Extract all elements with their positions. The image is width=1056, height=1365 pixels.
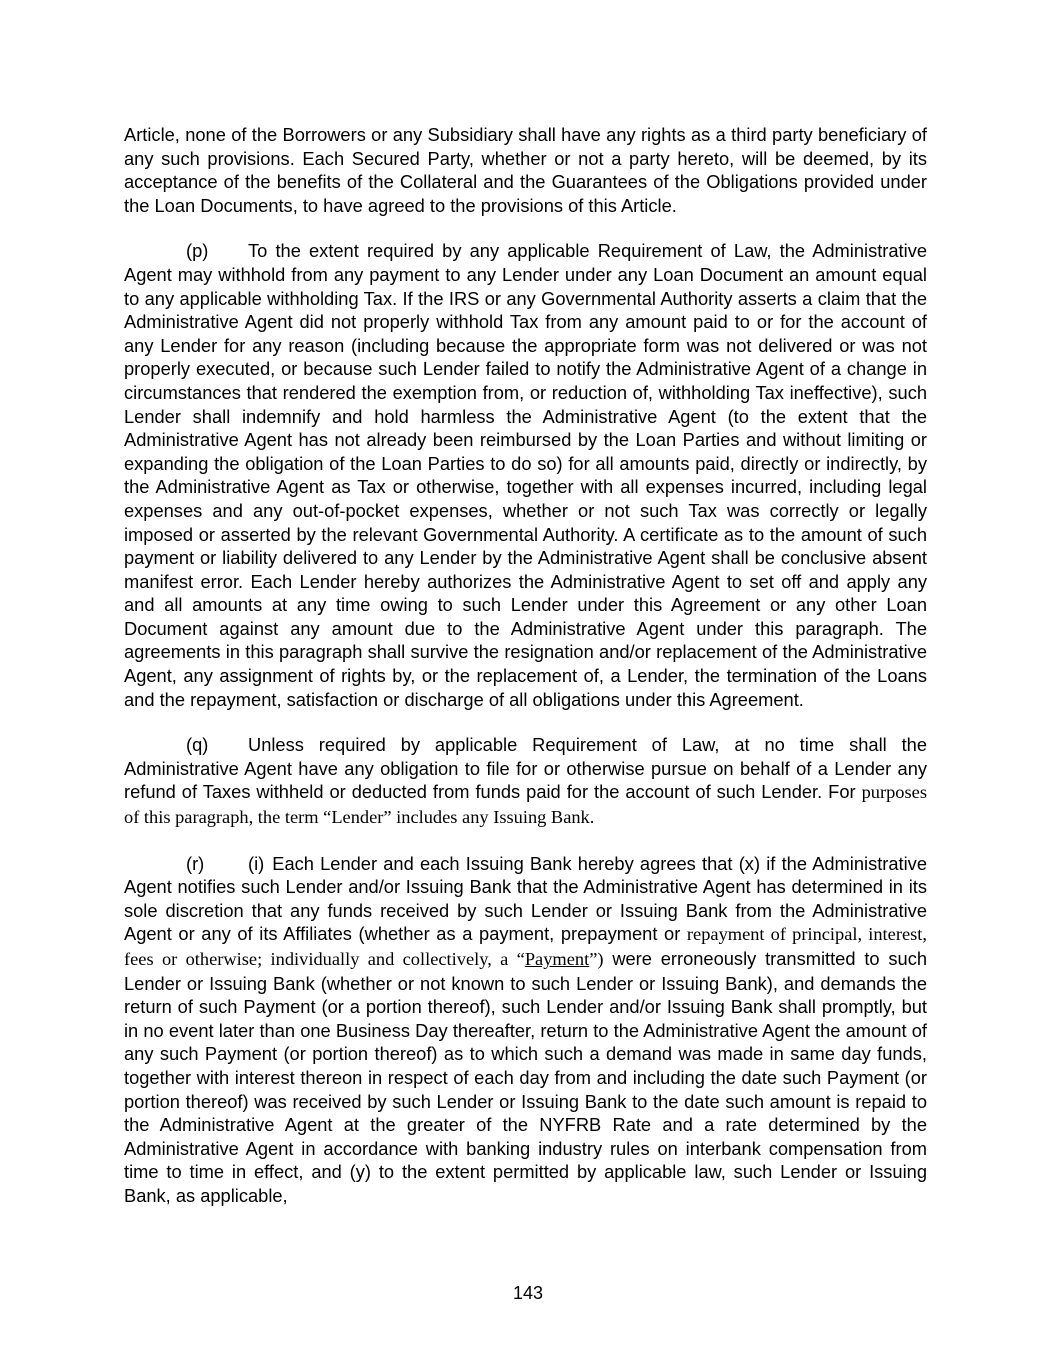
paragraph-q <box>124 733 927 829</box>
paragraph-q-text: Unless required by applicable Requirement of Law, at no time shall the Administrative Agent have any obligation to file for or otherwise pursue on behalf of a Lender any refund of Taxes withheld or deducted from funds paid for the account of such Lender. For <box>124 734 927 803</box>
defined-term-payment: Payment <box>524 949 590 969</box>
paragraph-intro <box>124 123 927 217</box>
paragraph-r-text-1: Each Lender and each Issuing Bank hereby agrees that (x) if the Administrative Agent notifies such Lender and/or Issuing Bank that the Administrative Agent has determined in its sole discretion that any funds received by such Lender or Issuing Bank from the Administrative Agent or any of its Affiliates (whether as a payment, prepayment or <box>124 852 927 945</box>
page-number: 143 <box>512 1283 544 1303</box>
paragraph-p-label: (p) <box>186 240 209 262</box>
paragraph-p-text: To the extent required by any applicable Requirement of Law, the Administrative Agent may withhold from any payment to any Lender under any Loan Document an amount equal to any applicable withholding Tax. If the IRS or any Governmental Authority asserts a claim that the Administrative Agent did not properly withhold Tax from any amount paid to or for the account of any Lender for any reason (including because the appropriate form was not delivered or was not properly executed, or because such Lender failed to notify the Administrative Agent of a change in circumstances that rendered the exemption from, or reduction of, withholding Tax ineffective), such Lender shall indemnify and hold harmless the Administrative Agent (to the extent that the Administrative Agent has not already been reimbursed by the Loan Parties and without limiting or expanding the obligation of the Loan Parties to do so) for all amounts paid, directly or indirectly, by the Administrative Agent as Tax or otherwise, together with all expenses incurred, including legal expenses and any out-of-pocket expenses, whether or not such Tax was correctly or legally imposed or asserted by the relevant Governmental Authority. A certificate as to the amount of such payment or liability delivered to any Lender by the Administrative Agent shall be conclusive absent manifest error. Each Lender hereby authorizes the Administrative Agent to set off and apply any and all amounts at any time owing to such Lender under this Agreement or any other Loan Document against any amount due to the Administrative Agent under this paragraph. The agreements in this paragraph shall survive the resignation and/or replacement of the Administrative Agent, any assignment of rights by, or the replacement of, a Lender, the termination of the Loans and the repayment, satisfaction or discharge of all obligations under this Agreement. <box>124 240 927 710</box>
paragraph-q-label: (q) <box>186 734 209 756</box>
paragraph-intro-text: Article, none of the Borrowers or any Subsidiary shall have any rights as a third party beneficiary of any such provisions. Each Secured Party, whether or not a party hereto, will be deemed, by its acceptance of the benefits of the Collateral and the Guarantees of the Obligations provided under the Loan Documents, to have agreed to the provisions of this Article. <box>124 124 927 216</box>
paragraph-r-label: (r) <box>186 852 205 874</box>
paragraph-q-serif-text: purposes of this paragraph, the term “Lender” includes any Issuing Bank. <box>124 782 927 828</box>
document-body <box>124 123 927 1230</box>
paragraph-r-serif-close: ”) <box>589 949 604 969</box>
paragraph-r-text-2: were erroneously transmitted to such Lender or Issuing Bank (whether or not known to such Lender or Issuing Bank), and demands the return of such Payment (or a portion thereof), such Lender and/or Issuing Bank shall promptly, but in no event later than one Business Day thereafter, return to the Administrative Agent the amount of any such Payment (or portion thereof) as to which such a demand was made in same day funds, together with interest thereon in respect of each day from and including the date such Payment (or portion thereof) was received by such Lender or Issuing Bank to the date such amount is repaid to the Administrative Agent at the greater of the NYFRB Rate and a rate determined by the Administrative Agent in accordance with banking industry rules on interbank compensation from time to time in effect, and (y) to the extent permitted by applicable law, such Lender or Issuing Bank, as applicable, <box>124 948 928 1206</box>
paragraph-p <box>124 239 927 711</box>
paragraph-r-serif-text: repayment of principal, interest, fees or otherwise; individually and collectively, a “ <box>124 924 927 969</box>
paragraph-r-sublabel: (i) <box>248 852 265 874</box>
paragraph-r <box>124 852 927 1208</box>
